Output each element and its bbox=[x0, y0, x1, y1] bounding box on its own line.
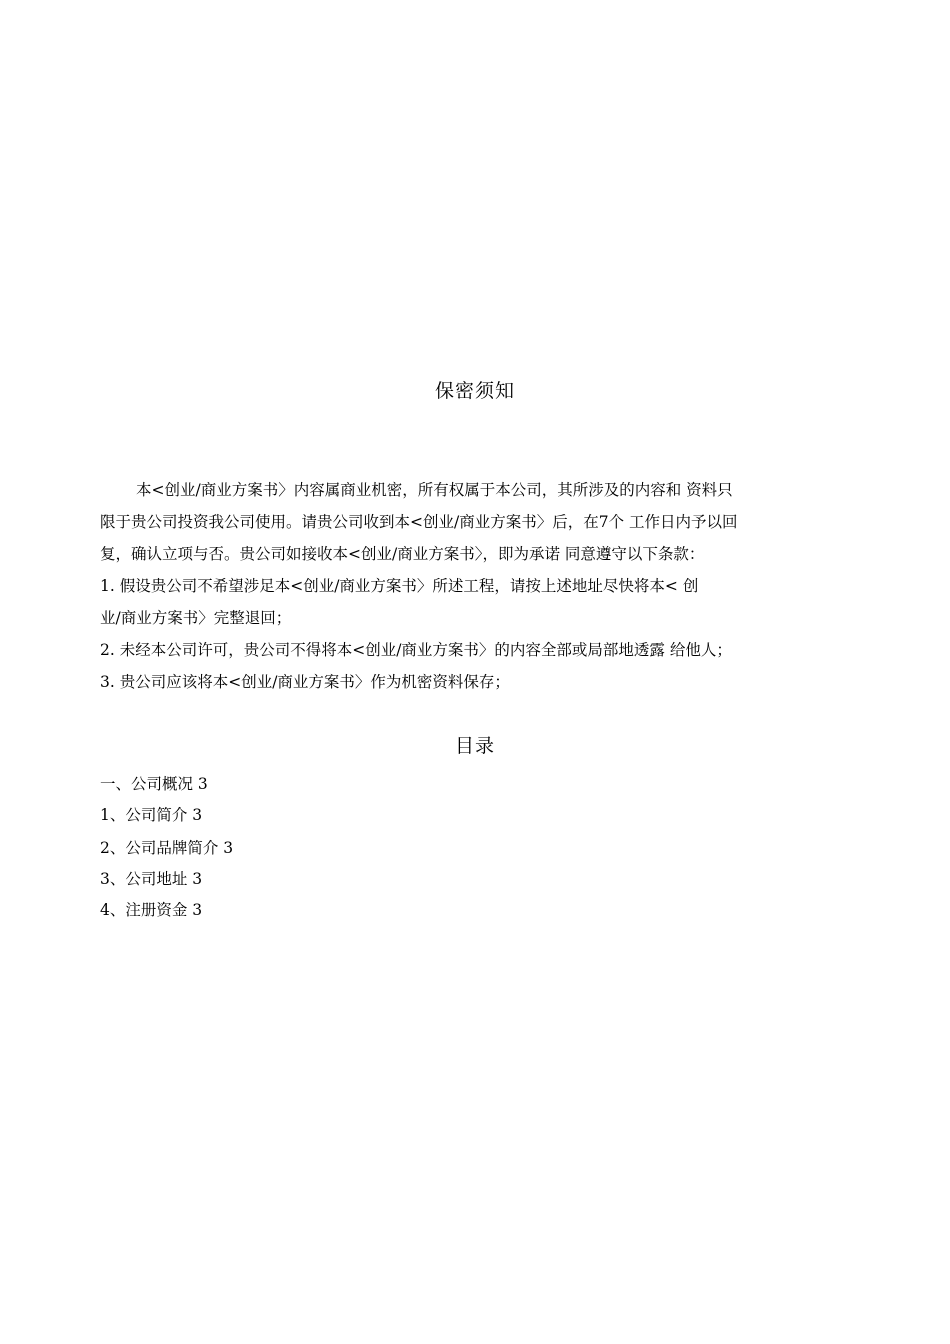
toc-item[interactable]: 2、公司品牌简介 3 bbox=[100, 839, 234, 857]
toc-item[interactable]: 一、公司概况 3 bbox=[100, 775, 208, 793]
clause-3: 3. 贵公司应该将本<创业/商业方案书〉作为机密资料保存； bbox=[100, 673, 510, 691]
toc-item[interactable]: 3、公司地址 3 bbox=[100, 870, 203, 888]
body-line: 限于贵公司投资我公司使用。请贵公司收到本<创业/商业方案书〉后，在7个 工作日内予以回 bbox=[100, 513, 738, 531]
clause-1: 1. 假设贵公司不希望涉足本<创业/商业方案书〉所述工程，请按上述地址尽快将本< 创 bbox=[100, 577, 699, 595]
body-line: 本<创业/商业方案书〉内容属商业机密，所有权属于本公司，其所涉及的内容和 资料只 bbox=[136, 481, 733, 499]
confidentiality-title: 保密须知 bbox=[434, 380, 515, 402]
toc-title: 目录 bbox=[454, 735, 495, 757]
toc-item[interactable]: 4、注册资金 3 bbox=[100, 901, 203, 919]
clause-2: 2. 未经本公司许可，贵公司不得将本<创业/商业方案书〉的内容全部或局部地透露 给他人； bbox=[100, 641, 732, 659]
body-line: 复，确认立项与否。贵公司如接收本<创业/商业方案书〉，即为承诺 同意遵守以下条款： bbox=[100, 545, 705, 563]
toc-item[interactable]: 1、公司简介 3 bbox=[100, 806, 203, 824]
clause-1-continued: 业/商业方案书〉完整退回； bbox=[100, 609, 292, 627]
